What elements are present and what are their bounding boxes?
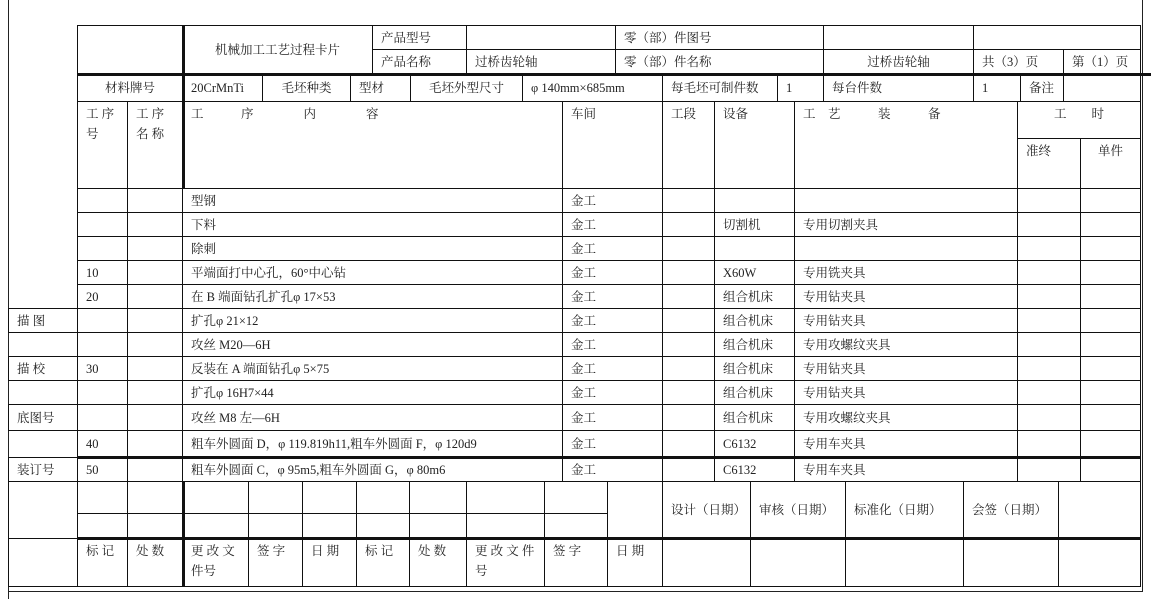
row-op-no: 10 xyxy=(77,260,128,285)
row-tooling: 专用钻夹具 xyxy=(794,380,1018,405)
revision-label: 处 数 xyxy=(127,538,183,587)
row-workshop: 金工 xyxy=(562,284,663,309)
row-equipment: C6132 xyxy=(714,430,795,458)
row-tooling: 专用攻螺纹夹具 xyxy=(794,332,1018,357)
row-content: 除刺 xyxy=(182,236,563,261)
blank-type-value: 型材 xyxy=(350,74,411,102)
row-section xyxy=(662,212,715,237)
row-unit xyxy=(1080,260,1141,285)
card-title: 机械加工工艺过程卡片 xyxy=(182,25,373,75)
row-op-name xyxy=(127,430,183,458)
side-label: 底图号 xyxy=(8,404,78,431)
row-workshop: 金工 xyxy=(562,332,663,357)
per-unit-value: 1 xyxy=(973,74,1021,102)
page-number: 第（1）页 xyxy=(1063,49,1141,75)
material-value: 20CrMnTi xyxy=(182,74,263,102)
row-prep xyxy=(1017,212,1081,237)
row-content: 在 B 端面钻孔扩孔φ 17×53 xyxy=(182,284,563,309)
signoff-cell xyxy=(750,538,846,587)
row-prep xyxy=(1017,260,1081,285)
part-drawing-label: 零（部）件图号 xyxy=(615,25,824,50)
revision-label: 签 字 xyxy=(248,538,303,587)
row-op-no xyxy=(77,380,128,405)
material-label: 材料牌号 xyxy=(77,74,183,102)
row-op-name xyxy=(127,404,183,431)
row-unit xyxy=(1080,308,1141,333)
revision-cell xyxy=(356,481,410,514)
revision-label: 更 改 文 件号 xyxy=(182,538,249,587)
revision-cell xyxy=(607,481,663,539)
side-label: 装订号 xyxy=(8,457,78,482)
revision-cell xyxy=(127,513,183,539)
row-equipment xyxy=(714,236,795,261)
revision-label: 日 期 xyxy=(607,538,663,587)
revision-cell xyxy=(248,513,303,539)
revision-label: 更 改 文 件 号 xyxy=(466,538,545,587)
row-tooling xyxy=(794,236,1018,261)
revision-label: 标 记 xyxy=(356,538,410,587)
design-date: 设计（日期） xyxy=(662,481,751,539)
thick-rule xyxy=(182,25,185,188)
row-workshop: 金工 xyxy=(562,404,663,431)
row-unit xyxy=(1080,212,1141,237)
product-name-value: 过桥齿轮轴 xyxy=(466,49,616,75)
row-equipment: 组合机床 xyxy=(714,308,795,333)
row-content: 攻丝 M8 左—6H xyxy=(182,404,563,431)
signoff-blank xyxy=(1058,481,1141,539)
row-op-no xyxy=(77,212,128,237)
row-prep xyxy=(1017,457,1081,482)
row-equipment: C6132 xyxy=(714,457,795,482)
row-equipment xyxy=(714,188,795,213)
row-content: 粗车外圆面 C，φ 95m5,粗车外圆面 G，φ 80m6 xyxy=(182,457,563,482)
row-unit xyxy=(1080,356,1141,381)
row-op-no: 20 xyxy=(77,284,128,309)
revision-cell xyxy=(77,513,128,539)
revision-cell xyxy=(466,513,545,539)
row-prep xyxy=(1017,356,1081,381)
col-section: 工段 xyxy=(662,101,715,189)
col-op-no: 工 序 号 xyxy=(77,101,128,189)
row-op-no xyxy=(77,404,128,431)
signoff-cell xyxy=(845,538,964,587)
col-prep: 准终 xyxy=(1017,138,1081,189)
col-hours: 工 时 xyxy=(1017,101,1141,139)
row-tooling: 专用钻夹具 xyxy=(794,308,1018,333)
row-prep xyxy=(1017,236,1081,261)
standardize-date: 标准化（日期） xyxy=(845,481,964,539)
part-name-value: 过桥齿轮轴 xyxy=(823,49,974,75)
row-op-name xyxy=(127,308,183,333)
row-equipment: X60W xyxy=(714,260,795,285)
row-op-name xyxy=(127,332,183,357)
row-unit xyxy=(1080,236,1141,261)
row-tooling: 专用车夹具 xyxy=(794,430,1018,458)
revision-cell xyxy=(302,481,357,514)
row-section xyxy=(662,332,715,357)
row-unit xyxy=(1080,380,1141,405)
revision-cell xyxy=(77,481,128,514)
total-pages: 共（3）页 xyxy=(973,49,1064,75)
row-equipment: 组合机床 xyxy=(714,284,795,309)
per-blank-label: 每毛坯可制件数 xyxy=(662,74,778,102)
row-section xyxy=(662,404,715,431)
row-workshop: 金工 xyxy=(562,308,663,333)
revision-cell xyxy=(127,481,183,514)
row-op-name xyxy=(127,188,183,213)
row-op-no: 50 xyxy=(77,457,128,482)
row-op-name xyxy=(127,380,183,405)
side-blank xyxy=(8,538,78,587)
col-unit: 单件 xyxy=(1080,138,1141,189)
row-tooling: 专用车夹具 xyxy=(794,457,1018,482)
row-op-name xyxy=(127,284,183,309)
row-section xyxy=(662,284,715,309)
row-prep xyxy=(1017,188,1081,213)
row-op-no xyxy=(77,188,128,213)
row-op-name xyxy=(127,457,183,482)
row-content: 型钢 xyxy=(182,188,563,213)
thick-rule xyxy=(77,73,1151,76)
row-op-no: 40 xyxy=(77,430,128,458)
row-content: 粗车外圆面 D，φ 119.819h11,粗车外圆面 F，φ 120d9 xyxy=(182,430,563,458)
row-section xyxy=(662,457,715,482)
row-unit xyxy=(1080,404,1141,431)
revision-cell xyxy=(182,513,249,539)
col-op-name: 工 序 名 称 xyxy=(127,101,183,189)
row-section xyxy=(662,380,715,405)
blank-cell xyxy=(973,25,1141,50)
row-content: 扩孔φ 21×12 xyxy=(182,308,563,333)
revision-cell xyxy=(466,481,545,514)
thick-rule xyxy=(182,481,185,586)
part-name-label: 零（部）件名称 xyxy=(615,49,824,75)
revision-cell xyxy=(248,481,303,514)
remarks-label: 备注 xyxy=(1020,74,1064,102)
row-op-name xyxy=(127,236,183,261)
revision-label: 标 记 xyxy=(77,538,128,587)
row-op-no xyxy=(77,308,128,333)
blank-size-label: 毛坯外型尺寸 xyxy=(410,74,523,102)
row-section xyxy=(662,356,715,381)
row-section xyxy=(662,188,715,213)
revision-label: 日 期 xyxy=(302,538,357,587)
row-workshop: 金工 xyxy=(562,356,663,381)
row-content: 攻丝 M20—6H xyxy=(182,332,563,357)
row-tooling xyxy=(794,188,1018,213)
revision-cell xyxy=(409,513,467,539)
row-op-name xyxy=(127,260,183,285)
side-label: 描 校 xyxy=(8,356,78,381)
row-workshop: 金工 xyxy=(562,457,663,482)
row-workshop: 金工 xyxy=(562,236,663,261)
row-tooling: 专用钻夹具 xyxy=(794,356,1018,381)
row-unit xyxy=(1080,430,1141,458)
row-workshop: 金工 xyxy=(562,430,663,458)
row-prep xyxy=(1017,380,1081,405)
row-section xyxy=(662,308,715,333)
row-op-name xyxy=(127,356,183,381)
row-tooling: 专用攻螺纹夹具 xyxy=(794,404,1018,431)
product-name-label: 产品名称 xyxy=(372,49,467,75)
row-tooling: 专用铣夹具 xyxy=(794,260,1018,285)
col-workshop: 车间 xyxy=(562,101,663,189)
row-op-name xyxy=(127,212,183,237)
row-tooling: 专用钻夹具 xyxy=(794,284,1018,309)
side-label: 描 图 xyxy=(8,308,78,333)
row-content: 反装在 A 端面钻孔φ 5×75 xyxy=(182,356,563,381)
row-unit xyxy=(1080,188,1141,213)
revision-cell xyxy=(544,513,608,539)
thick-rule xyxy=(77,456,1140,459)
thick-rule xyxy=(77,537,1140,540)
revision-cell xyxy=(302,513,357,539)
row-unit xyxy=(1080,457,1141,482)
row-unit xyxy=(1080,284,1141,309)
row-prep xyxy=(1017,404,1081,431)
row-op-no xyxy=(77,236,128,261)
blank-size-value: φ 140mm×685mm xyxy=(522,74,663,102)
row-op-no: 30 xyxy=(77,356,128,381)
signoff-cell xyxy=(963,538,1059,587)
countersign-date: 会签（日期） xyxy=(963,481,1059,539)
part-drawing-value xyxy=(823,25,974,50)
logo-cell xyxy=(77,25,183,75)
col-tooling: 工 艺 装 备 xyxy=(794,101,1018,189)
col-equipment: 设备 xyxy=(714,101,795,189)
remarks-value xyxy=(1063,74,1141,102)
signoff-cell xyxy=(662,538,751,587)
row-tooling: 专用切割夹具 xyxy=(794,212,1018,237)
row-workshop: 金工 xyxy=(562,188,663,213)
row-prep xyxy=(1017,430,1081,458)
row-workshop: 金工 xyxy=(562,212,663,237)
row-op-no xyxy=(77,332,128,357)
revision-cell xyxy=(409,481,467,514)
row-prep xyxy=(1017,308,1081,333)
row-prep xyxy=(1017,284,1081,309)
row-section xyxy=(662,260,715,285)
row-equipment: 组合机床 xyxy=(714,404,795,431)
per-unit-label: 每台件数 xyxy=(823,74,974,102)
col-content: 工 序 内 容 xyxy=(182,101,563,189)
row-equipment: 组合机床 xyxy=(714,332,795,357)
row-content: 平端面打中心孔，60°中心钻 xyxy=(182,260,563,285)
revision-label: 处 数 xyxy=(409,538,467,587)
signoff-cell xyxy=(1058,538,1141,587)
revision-cell xyxy=(544,481,608,514)
row-content: 下料 xyxy=(182,212,563,237)
row-equipment: 组合机床 xyxy=(714,356,795,381)
row-content: 扩孔φ 16H7×44 xyxy=(182,380,563,405)
side-blank xyxy=(8,481,78,539)
row-prep xyxy=(1017,332,1081,357)
row-section xyxy=(662,430,715,458)
row-equipment: 切割机 xyxy=(714,212,795,237)
revision-label: 签 字 xyxy=(544,538,608,587)
row-section xyxy=(662,236,715,261)
row-unit xyxy=(1080,332,1141,357)
row-workshop: 金工 xyxy=(562,260,663,285)
blank-type-label: 毛坯种类 xyxy=(262,74,351,102)
product-model-label: 产品型号 xyxy=(372,25,467,50)
product-model-value xyxy=(466,25,616,50)
per-blank-value: 1 xyxy=(777,74,824,102)
row-equipment: 组合机床 xyxy=(714,380,795,405)
review-date: 审核（日期） xyxy=(750,481,846,539)
revision-cell xyxy=(356,513,410,539)
row-workshop: 金工 xyxy=(562,380,663,405)
revision-cell xyxy=(182,481,249,514)
